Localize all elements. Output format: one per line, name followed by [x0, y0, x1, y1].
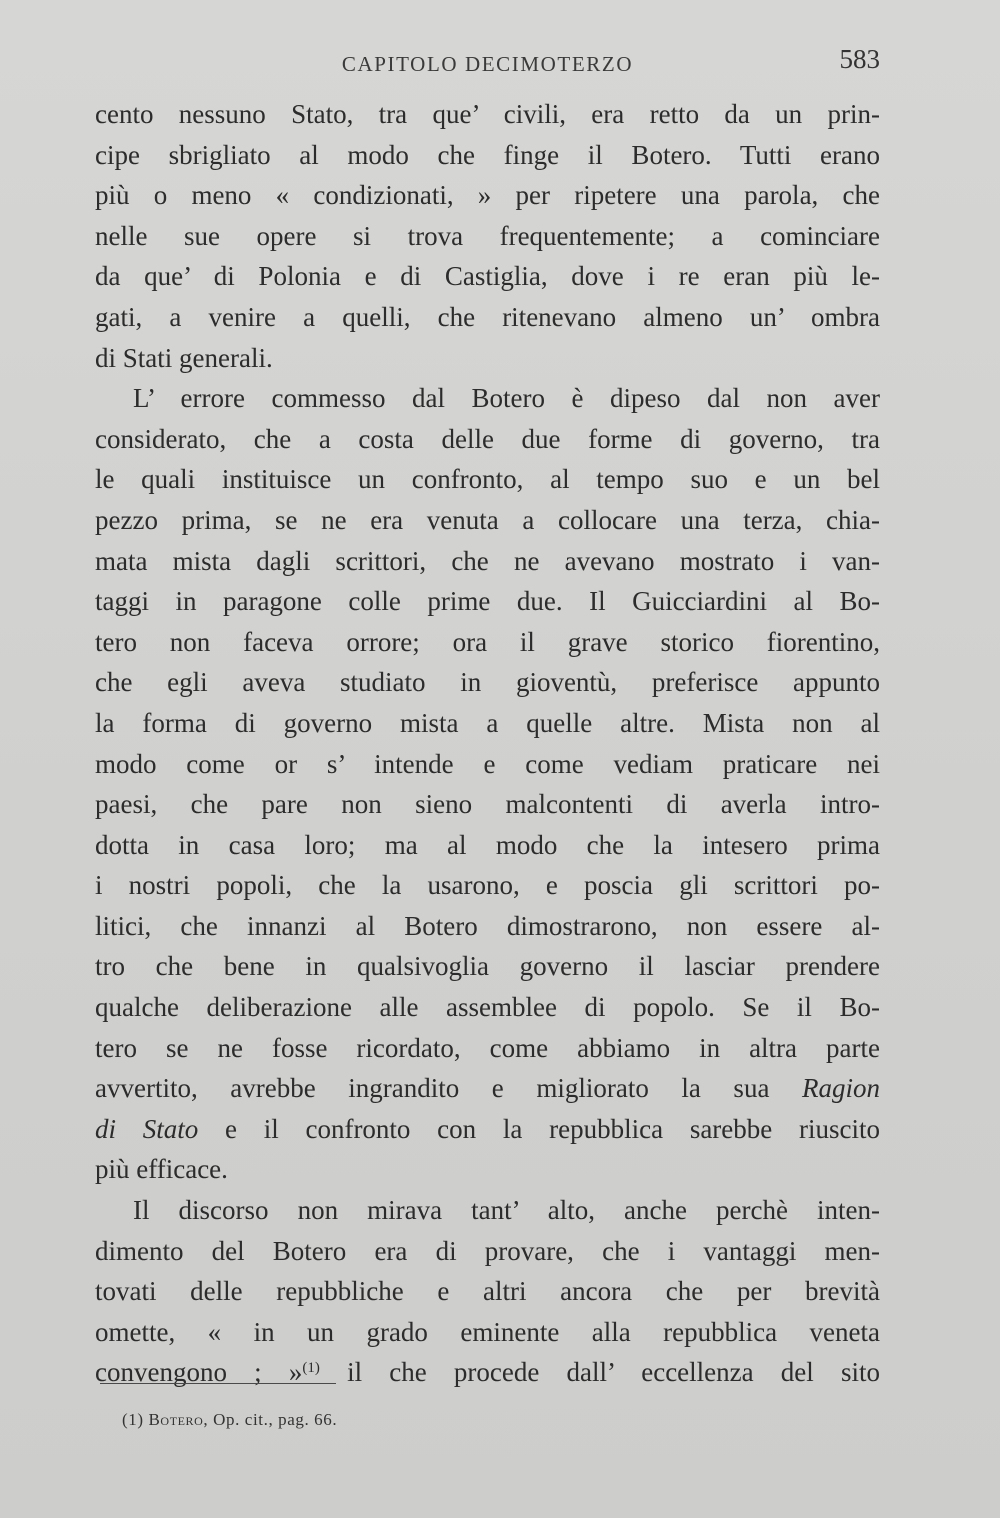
footnote-citation: , Op. cit., pag. 66. [203, 1410, 338, 1429]
text-line: litici, che innanzi al Botero dimostrarono, non essere al- [95, 910, 880, 941]
text-line: pezzo prima, se ne era venuta a collocare una terza, chia- [95, 504, 880, 535]
footnote-author: Botero [148, 1410, 204, 1429]
text-line: mata mista dagli scrittori, che ne avevano mostrato i van- [95, 545, 880, 576]
text-line: omette, « in un grado eminente alla repubblica veneta [95, 1316, 880, 1347]
text-line: da que’ di Polonia e di Castiglia, dove i re eran più le- [95, 261, 880, 292]
text-line: più o meno « condizionati, » per ripetere una parola, che [95, 180, 880, 211]
italic-title: di Stato [95, 1113, 199, 1144]
text-line: tro che bene in qualsivoglia governo il lasciar prendere [95, 951, 880, 982]
running-head [95, 44, 880, 84]
text-segment: il che procede dall’ eccellenza del sito [347, 1357, 880, 1388]
text-segment: convengono ; » [95, 1357, 303, 1388]
text-line: tero non faceva orrore; ora il grave storico fiorentino, [95, 626, 880, 657]
text-line: considerato, che a costa delle due forme di governo, tra [95, 423, 880, 454]
text-line: Il discorso non mirava tant’ alto, anche perchè inten- [133, 1195, 880, 1226]
text-line: la forma di governo mista a quelle altre. Mista non al [95, 707, 880, 738]
text-line: le quali instituisce un confronto, al tempo suo e un bel [95, 464, 880, 495]
text-line: taggi in paragone colle prime due. Il Guicciardini al Bo- [95, 586, 880, 617]
footnote-reference[interactable]: (1) [302, 1360, 320, 1377]
footnote [122, 1410, 337, 1430]
running-title: CAPITOLO DECIMOTERZO [341, 52, 634, 76]
text-line: più efficace. [95, 1154, 228, 1185]
text-line: dotta in casa loro; ma al modo che la intesero prima [95, 829, 880, 860]
text-line: cipe sbrigliato al modo che finge il Botero. Tutti erano [95, 139, 880, 170]
text-line: gati, a venire a quelli, che ritenevano almeno un’ ombra [95, 301, 880, 332]
text-segment: avvertito, avrebbe ingrandito e migliorato la sua [95, 1073, 770, 1104]
italic-title: Ragion [802, 1073, 880, 1104]
text-line [95, 1068, 880, 1109]
footnote-divider [100, 1383, 336, 1384]
text-line: qualche deliberazione alle assemblee di popolo. Se il Bo- [95, 992, 880, 1023]
text-line: paesi, che pare non sieno malcontenti di averla intro- [95, 789, 880, 820]
text-line: cento nessuno Stato, tra que’ civili, era retto da un prin- [95, 99, 880, 129]
text-line: che egli aveva studiato in gioventù, preferisce appunto [95, 667, 880, 698]
text-line: i nostri popoli, che la usarono, e poscia gli scrittori po- [95, 870, 880, 901]
text-line: dimento del Botero era di provare, che i vantaggi men- [95, 1235, 880, 1266]
text-line: di Stati generali. [95, 342, 273, 373]
text-line [95, 1109, 880, 1150]
text-line: nelle sue opere si trova frequentemente; a cominciare [95, 220, 880, 251]
page-number: 583 [839, 44, 880, 74]
text-line [95, 1352, 880, 1393]
footnote-marker: (1) [122, 1410, 144, 1429]
text-line: tero se ne fosse ricordato, come abbiamo in altra parte [95, 1032, 880, 1063]
text-line: L’ errore commesso dal Botero è dipeso dal non aver [133, 383, 880, 414]
body-text [95, 94, 880, 1393]
text-segment: e il confronto con la repubblica sarebbe riuscito [225, 1113, 880, 1144]
text-line: modo come or s’ intende e come vediam praticare nei [95, 748, 880, 779]
text-line: tovati delle repubbliche e altri ancora che per brevità [95, 1276, 880, 1307]
